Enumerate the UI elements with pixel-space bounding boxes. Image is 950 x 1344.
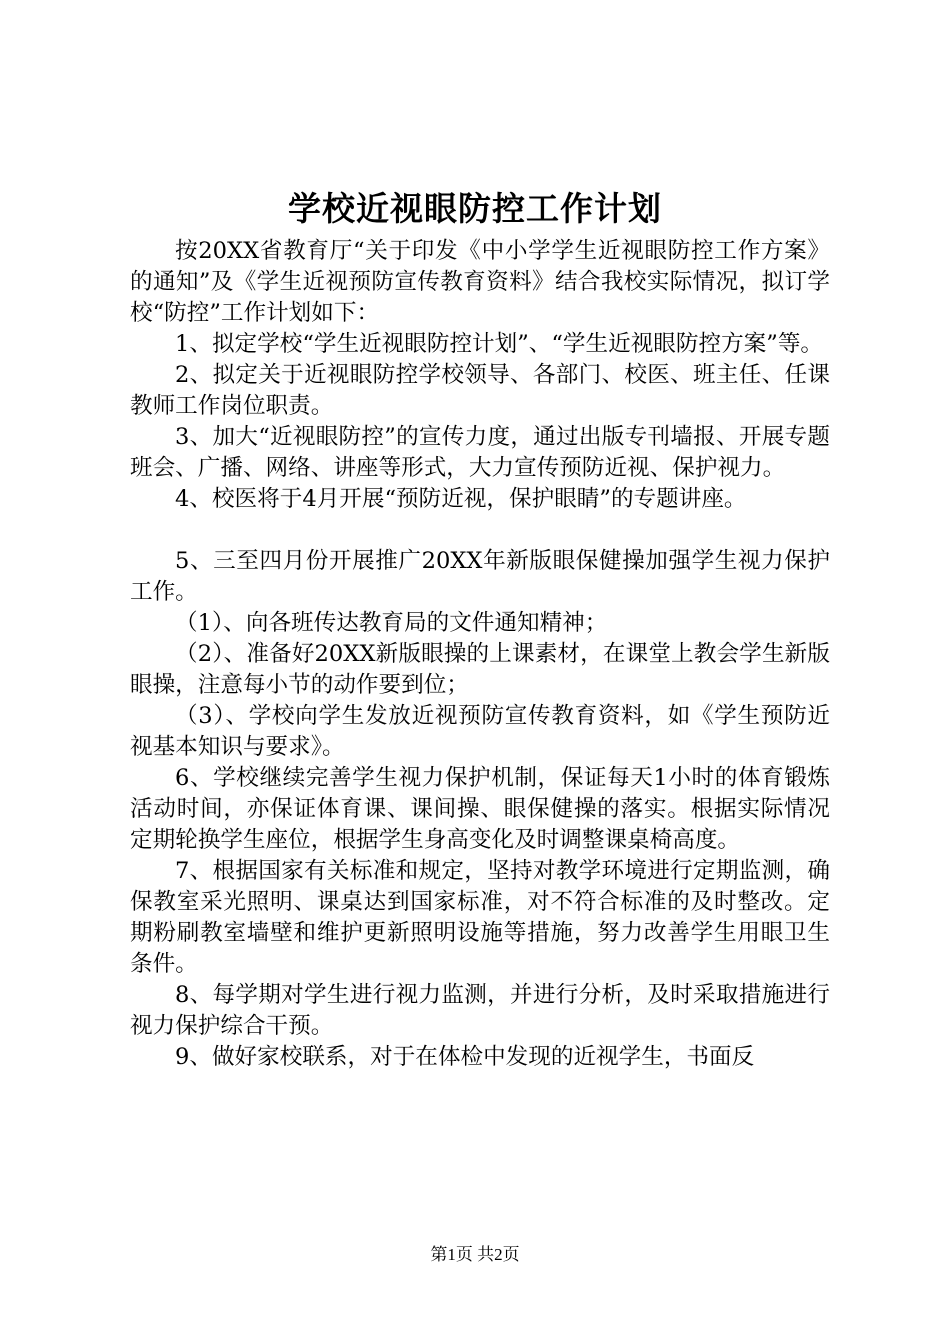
paragraph-item-8: 8、每学期对学生进行视力监测，并进行分析，及时采取措施进行视力保护综合干预。 <box>130 982 830 1039</box>
paragraph-item-6: 6、学校继续完善学生视力保护机制，保证每天1小时的体育锻炼活动时间，亦保证体育课、课间操、眼保健操的落实。根据实际情况定期轮换学生座位，根据学生身高变化及时调整课桌椅高度。 <box>130 765 830 853</box>
paragraph-item-5: 5、三至四月份开展推广20XX年新版眼保健操加强学生视力保护工作。 <box>130 548 830 605</box>
page-number-footer: 第1页 共2页 <box>430 1245 520 1264</box>
paragraph-item-9: 9、做好家校联系，对于在体检中发现的近视学生，书面反 <box>175 1044 755 1070</box>
document-body <box>130 236 830 1073</box>
paragraph-item-4: 4、校医将于4月开展“预防近视，保护眼睛”的专题讲座。 <box>175 486 747 512</box>
paragraph-intro: 按20XX省教育厅“关于印发《中小学学生近视眼防控工作方案》的通知”及《学生近视预防宣传教育资料》结合我校实际情况，拟订学校“防控”工作计划如下： <box>130 238 830 326</box>
paragraph-item-3: 3、加大“近视眼防控”的宣传力度，通过出版专刊墙报、开展专题班会、广播、网络、讲座等形式，大力宣传预防近视、保护视力。 <box>130 424 830 481</box>
paragraph-item-5-sub-1: （1）、向各班传达教育局的文件通知精神； <box>175 610 608 636</box>
paragraph-item-2: 2、拟定关于近视眼防控学校领导、各部门、校医、班主任、任课教师工作岗位职责。 <box>130 362 830 419</box>
paragraph-item-5-sub-3: （3）、学校向学生发放近视预防宣传教育资料，如《学生预防近视基本知识与要求》。 <box>130 703 830 760</box>
paragraph-item-5-sub-2: （2）、准备好20XX新版眼操的上课素材，在课堂上教会学生新版眼操，注意每小节的动作要到位； <box>130 641 830 698</box>
document-title: 学校近视眼防控工作计划 <box>288 189 662 228</box>
paragraph-item-1: 1、拟定学校“学生近视眼防控计划”、“学生近视眼防控方案”等。 <box>175 331 824 357</box>
paragraph-item-7: 7、根据国家有关标准和规定，坚持对教学环境进行定期监测，确保教室采光照明、课桌达到国家标准，对不符合标准的及时整改。定期粉刷教室墙壁和维护更新照明设施等措施，努力改善学生用眼卫生条件。 <box>130 858 830 977</box>
